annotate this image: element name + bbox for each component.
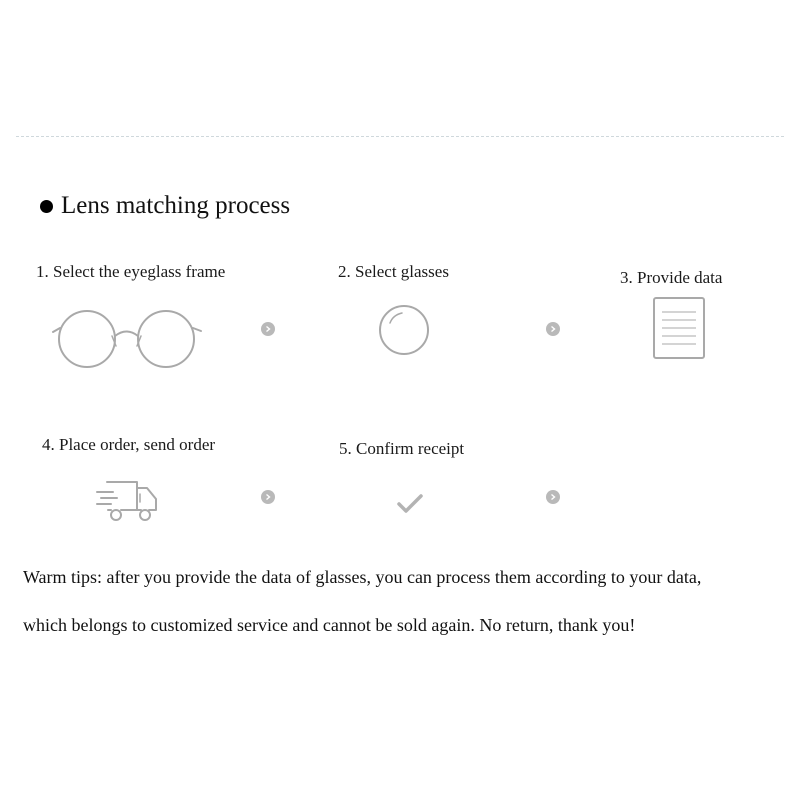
- step-1-arrow-icon: [261, 322, 275, 336]
- checkmark-icon: [396, 492, 424, 516]
- section-title-text: Lens matching process: [61, 192, 291, 219]
- step-5-arrow-icon: [546, 490, 560, 504]
- document-icon: [652, 296, 706, 360]
- lens-icon: [376, 302, 432, 358]
- warm-tips-line-2: which belongs to customized service and cannot be sold again. No return, thank you!: [23, 615, 636, 635]
- section-title: [40, 190, 290, 222]
- step-3-label: 3. Provide data: [620, 268, 723, 287]
- bullet-icon: [40, 200, 53, 213]
- step-4-arrow-icon: [261, 490, 275, 504]
- eyeglasses-icon: [50, 306, 205, 370]
- step-5-label: 5. Confirm receipt: [339, 439, 465, 458]
- delivery-truck-icon: [95, 476, 159, 524]
- top-divider: [16, 136, 784, 137]
- warm-tips-line-1: Warm tips: after you provide the data of glasses, you can process them according to your data,: [23, 567, 702, 587]
- step-4-label: 4. Place order, send order: [42, 435, 216, 454]
- step-1-label: 1. Select the eyeglass frame: [36, 262, 226, 281]
- step-2-arrow-icon: [546, 322, 560, 336]
- step-2-label: 2. Select glasses: [338, 262, 449, 281]
